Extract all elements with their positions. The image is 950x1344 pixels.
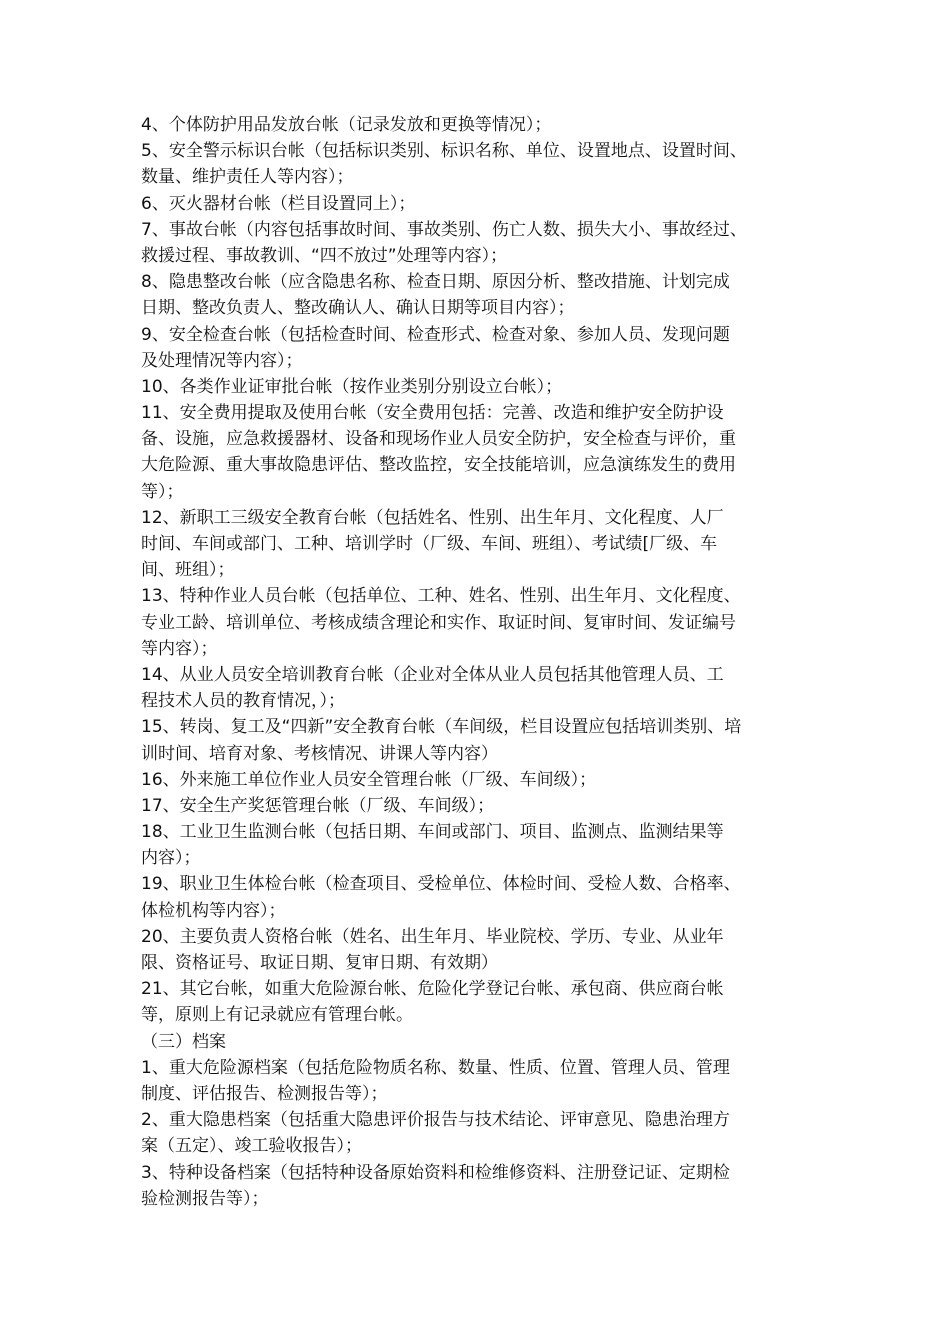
text-line: 等内容）； xyxy=(141,638,218,659)
text-line: 21、其它台帐，如重大危险源台帐、危险化学登记台帐、承包商、供应商台帐 xyxy=(141,979,724,1000)
text-line: 14、从业人员安全培训教育台帐（企业对全体从业人员包括其他管理人员、工 xyxy=(141,664,724,685)
text-line: 13、特种作业人员台帐（包括单位、工种、姓名、性别、出生年月、文化程度、 xyxy=(141,586,741,607)
text-line: 大危险源、重大事故隐患评估、整改监控，安全技能培训，应急演练发生的费用 xyxy=(141,455,736,476)
text-line: 5、安全警示标识台帐（包括标识类别、标识名称、单位、设置地点、设置时间、 xyxy=(141,141,747,162)
text-line: 20、主要负责人资格台帐（姓名、出生年月、毕业院校、学历、专业、从业年 xyxy=(141,926,724,947)
section-heading: （三）档案 xyxy=(141,1031,226,1052)
text-line: 训时间、培育对象、考核情况、讲课人等内容） xyxy=(141,743,498,764)
text-line: 体检机构等内容）； xyxy=(141,900,286,921)
text-line: 等，原则上有记录就应有管理台帐。 xyxy=(141,1005,413,1026)
text-line: 2、重大隐患档案（包括重大隐患评价报告与技术结论、评审意见、隐患治理方 xyxy=(141,1110,730,1131)
text-line: 数量、维护责任人等内容）； xyxy=(141,167,354,188)
text-line: 间、班组）； xyxy=(141,560,235,581)
text-line: 等）； xyxy=(141,481,184,502)
text-line: 程技术人员的教育情况，）； xyxy=(141,691,345,712)
text-line: 15、转岗、复工及“四新”安全教育台帐（车间级，栏目设置应包括培训类别、培 xyxy=(141,717,742,738)
text-line: 19、职业卫生体检台帐（检查项目、受检单位、体检时间、受检人数、合格率、 xyxy=(141,874,741,895)
text-line: 救援过程、事故教训、“四不放过”处理等内容）； xyxy=(141,245,508,266)
text-line: 备、设施，应急救援器材、设备和现场作业人员安全防护，安全检查与评价，重 xyxy=(141,429,736,450)
text-line: 及处理情况等内容）； xyxy=(141,350,303,371)
text-line: 限、资格证号、取证日期、复审日期、有效期） xyxy=(141,953,498,973)
document-body xyxy=(141,112,811,1212)
text-line: 日期、整改负责人、整改确认人、确认日期等项目内容）； xyxy=(141,298,575,319)
text-line: 4、个体防护用品发放台帐（记录发放和更换等情况）； xyxy=(141,115,552,135)
text-line: 时间、车间或部门、工种、培训学时（厂级、车间、班组）、考试绩[厂级、车 xyxy=(141,534,718,554)
text-line: 案（五定）、竣工验收报告）； xyxy=(141,1136,362,1157)
text-line: 16、外来施工单位作业人员安全管理台帐（厂级、车间级）； xyxy=(141,769,597,790)
text-line: 12、新职工三级安全教育台帐（包括姓名、性别、出生年月、文化程度、人厂 xyxy=(141,507,724,528)
text-line: 7、事故台帐（内容包括事故时间、事故类别、伤亡人数、损失大小、事故经过、 xyxy=(141,219,747,240)
text-line: 制度、评估报告、检测报告等）； xyxy=(141,1083,388,1104)
text-line: 验检测报告等）； xyxy=(141,1188,269,1209)
text-line: 17、安全生产奖惩管理台帐（厂级、车间级）； xyxy=(141,795,495,816)
text-line: 3、特种设备档案（包括特种设备原始资料和检维修资料、注册登记证、定期检 xyxy=(141,1162,730,1183)
text-line: 1、重大危险源档案（包括危险物质名称、数量、性质、位置、管理人员、管理 xyxy=(141,1057,730,1078)
text-line: 内容）； xyxy=(141,848,201,869)
text-line: 专业工龄、培训单位、考核成绩含理论和实作、取证时间、复审时间、发证编号 xyxy=(141,612,736,633)
text-line: 18、工业卫生监测台帐（包括日期、车间或部门、项目、监测点、监测结果等 xyxy=(141,822,724,843)
text-line: 8、隐患整改台帐（应含隐患名称、检查日期、原因分析、整改措施、计划完成 xyxy=(141,272,730,293)
text-line: 9、安全检查台帐（包括检查时间、检查形式、检查对象、参加人员、发现问题 xyxy=(141,324,730,345)
text-line: 10、各类作业证审批台帐（按作业类别分别设立台帐）； xyxy=(141,376,563,397)
text-line: 6、灭火器材台帐（栏目设置同上）； xyxy=(141,193,416,214)
text-line: 11、安全费用提取及使用台帐（安全费用包括：完善、改造和维护安全防护设 xyxy=(141,403,724,424)
